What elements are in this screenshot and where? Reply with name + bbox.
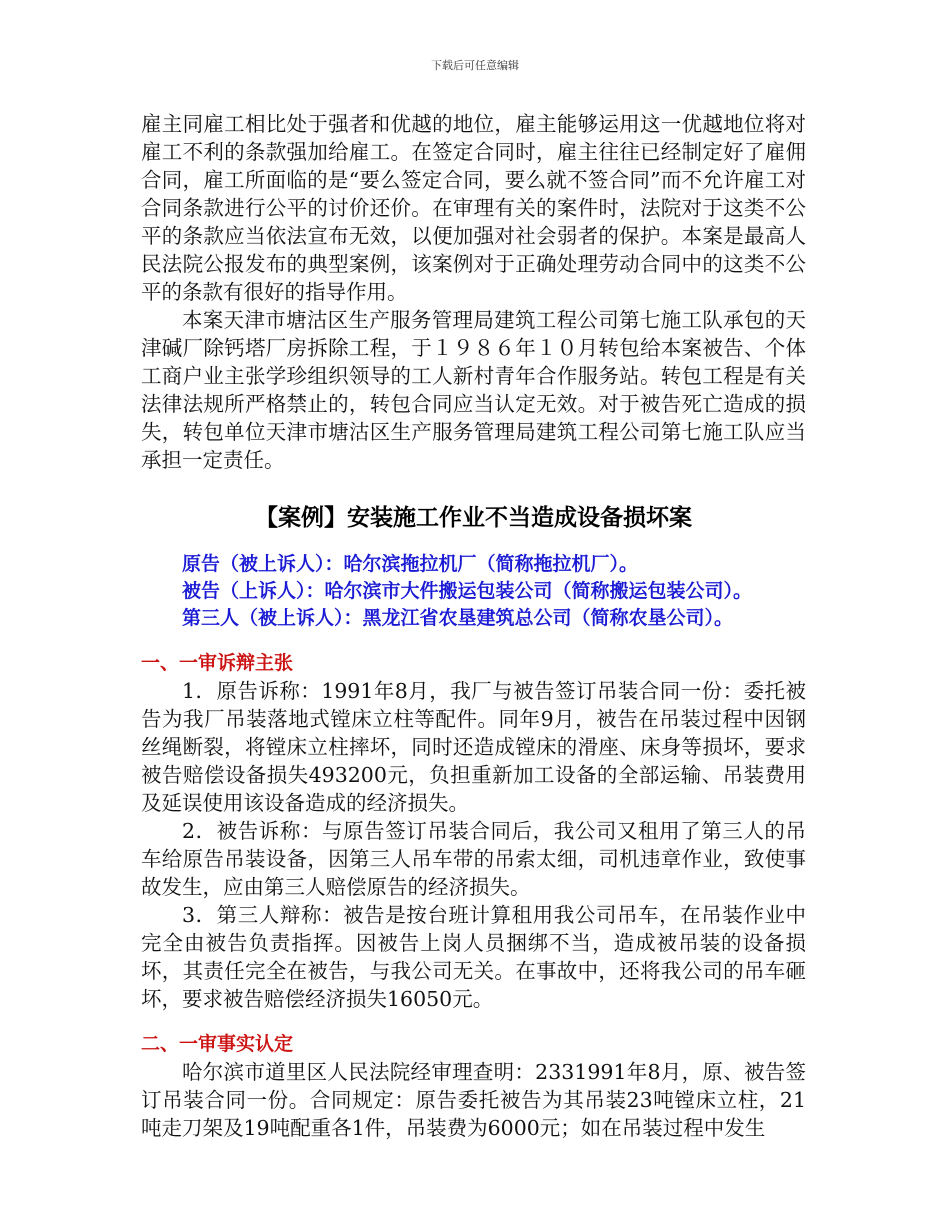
section-2-heading: 二、一审事实认定 bbox=[141, 1033, 294, 1055]
plaintiff-line: 原告（被上诉人）：哈尔滨拖拉机厂（简称拖拉机厂）。 bbox=[182, 553, 639, 575]
case-title: 【案例】安装施工作业不当造成设备损坏案 bbox=[255, 505, 692, 531]
third-party-line: 第三人（被上诉人）：黑龙江省农垦建筑总公司（简称农垦公司）。 bbox=[182, 607, 734, 629]
parties-block bbox=[141, 551, 806, 632]
defendant-claim-paragraph: 2．被告诉称：与原告签订吊装合同后，我公司又租用了第三人的吊车给原告吊装设备，因第三人吊车带的吊索太细，司机违章作业，致使事故发生，应由第三人赔偿原告的经济损失。 bbox=[141, 819, 806, 899]
defendant-line: 被告（上诉人）：哈尔滨市大件搬运包装公司（简称搬运包装公司）。 bbox=[182, 580, 753, 602]
spacer bbox=[141, 1013, 806, 1031]
intro-paragraph-1: 雇主同雇工相比处于强者和优越的地位，雇主能够运用这一优越地位将对雇工不利的条款强加给雇工。在签定合同时，雇主往往已经制定好了雇佣合同，雇工所面临的是“要么签定合同，要么就不签合同”而不允许雇工对合同条款进行公平的讨价还价。在审理有关的案件时，法院对于这类不公平的条款应当依法宣布无效，以便加强对社会弱者的保护。本案是最高人民法院公报发布的典型案例，该案例对于正确处理劳动合同中的这类不公平的条款有很好的指导作用。 bbox=[141, 112, 806, 304]
document-body bbox=[141, 110, 806, 1142]
plaintiff-claim-paragraph: 1．原告诉称：1991年8月，我厂与被告签订吊装合同一份：委托被告为我厂吊装落地式镗床立柱等配件。同年9月，被告在吊装过程中因钢丝绳断裂，将镗床立柱摔坏，同时还造成镗床的滑座、床身等损坏，要求被告赔偿设备损失493200元，负担重新加工设备的全部运输、吊装费用及延误使用该设备造成的经济损失。 bbox=[141, 679, 806, 815]
third-party-defense-paragraph: 3．第三人辩称：被告是按台班计算租用我公司吊车，在吊装作业中完全由被告负责指挥。因被告上岗人员捆绑不当，造成被吊装的设备损坏，其责任完全在被告，与我公司无关。在事故中，还将我公司的吊车砸坏，要求被告赔偿经济损失16050元。 bbox=[141, 903, 806, 1011]
fact-finding-paragraph: 哈尔滨市道里区人民法院经审理查明：2331991年8月，原、被告签订吊装合同一份。合同规定：原告委托被告为其吊装23吨镗床立柱，21吨走刀架及19吨配重各1件，吊装费为6000元；如在吊装过程中发生 bbox=[141, 1060, 806, 1140]
spacer bbox=[141, 632, 806, 650]
header-note: 下载后可任意编辑 bbox=[431, 59, 519, 72]
section-1-heading: 一、一审诉辩主张 bbox=[141, 652, 294, 674]
intro-paragraph-2: 本案天津市塘沽区生产服务管理局建筑工程公司第七施工队承包的天津碱厂除钙塔厂房拆除工程，于１９８６年１０月转包给本案被告、个体工商户业主张学珍组织领导的工人新村青年合作服务站。转包工程是有关法律法规所严格禁止的，转包合同应当认定无效。对于被告死亡造成的损失，转包单位天津市塘沽区生产服务管理局建筑工程公司第七施工队应当承担一定责任。 bbox=[141, 308, 806, 472]
